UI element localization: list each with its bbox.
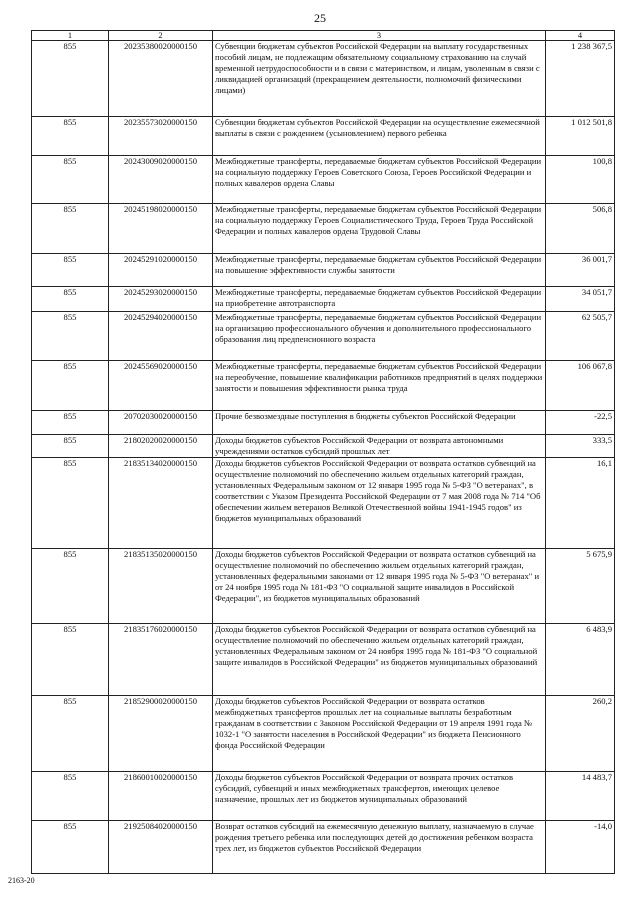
admin-code-cell: 855: [32, 411, 109, 435]
revenue-code-cell: 20235380020000150: [109, 41, 213, 117]
column-number-row: [32, 31, 615, 41]
revenue-name-cell: Возврат остатков субсидий на ежемесячную денежную выплату, назначаемую в случае рождения третьего ребенка или последующих детей до достижения ребенком возраста трех лет, из бюджетов субъектов Российской Федерации: [213, 821, 546, 874]
revenue-code-cell: 21860010020000150: [109, 772, 213, 821]
revenue-code-cell: 21852900020000150: [109, 696, 213, 772]
amount-cell: 1 012 501,8: [546, 117, 615, 156]
revenue-name-cell: Доходы бюджетов субъектов Российской Федерации от возврата остатков субвенций на осуществление полномочий по обеспечению жильем отдельных категорий граждан, установленных федеральными законами от 12 января 1995 года № 5-ФЗ "О ветеранах" и от 24 ноября 1995 года № 181-ФЗ "О социальной защите инвалидов в Российской Федерации", из бюджетов муниципальных образований: [213, 549, 546, 624]
amount-cell: 506,8: [546, 204, 615, 254]
revenue-name-cell: Межбюджетные трансферты, передаваемые бюджетам субъектов Российской Федерации на социальную поддержку Героев Советского Союза, Героев Российской Федерации и полных кавалеров ордена Славы: [213, 156, 546, 204]
revenue-name-cell: Межбюджетные трансферты, передаваемые бюджетам субъектов Российской Федерации на переобучение, повышение квалификации работников предприятий в целях поддержки занятости и повышения эффективности рынка труда: [213, 361, 546, 411]
page-number: 25: [314, 11, 326, 25]
table-row: [32, 254, 615, 287]
table-row: [32, 204, 615, 254]
revenue-code-cell: 20245294020000150: [109, 312, 213, 361]
table-row: [32, 156, 615, 204]
admin-code-cell: 855: [32, 117, 109, 156]
column-1-header: 1: [32, 31, 109, 41]
table-row: [32, 117, 615, 156]
admin-code-cell: 855: [32, 458, 109, 549]
table-row: [32, 549, 615, 624]
table-row: [32, 41, 615, 117]
revenue-code-cell: 21835135020000150: [109, 549, 213, 624]
revenue-name-cell: Прочие безвозмездные поступления в бюджеты субъектов Российской Федерации: [213, 411, 546, 435]
revenue-name-cell: Субвенции бюджетам субъектов Российской Федерации на осуществление ежемесячной выплаты в связи с рождением (усыновлением) первого ребенка: [213, 117, 546, 156]
revenue-code-cell: 20245569020000150: [109, 361, 213, 411]
amount-cell: -14,0: [546, 821, 615, 874]
amount-cell: 106 067,8: [546, 361, 615, 411]
table-body: [32, 41, 615, 874]
amount-cell: 260,2: [546, 696, 615, 772]
revenue-name-cell: Межбюджетные трансферты, передаваемые бюджетам субъектов Российской Федерации на повышение эффективности службы занятости: [213, 254, 546, 287]
amount-cell: 5 675,9: [546, 549, 615, 624]
amount-cell: 333,5: [546, 435, 615, 458]
column-2-header: 2: [109, 31, 213, 41]
admin-code-cell: 855: [32, 204, 109, 254]
amount-cell: 6 483,9: [546, 624, 615, 696]
table-row: [32, 821, 615, 874]
table-row: [32, 287, 615, 312]
admin-code-cell: 855: [32, 435, 109, 458]
amount-cell: 62 505,7: [546, 312, 615, 361]
revenue-code-cell: 20243009020000150: [109, 156, 213, 204]
table-row: [32, 624, 615, 696]
admin-code-cell: 855: [32, 624, 109, 696]
amount-cell: 36 001,7: [546, 254, 615, 287]
revenue-name-cell: Доходы бюджетов субъектов Российской Федерации от возврата прочих остатков субсидий, субвенций и иных межбюджетных трансфертов, имеющих целевое назначение, прошлых лет из бюджетов муниципальных образований: [213, 772, 546, 821]
revenue-code-cell: 21835176020000150: [109, 624, 213, 696]
table-header: [32, 31, 615, 41]
admin-code-cell: 855: [32, 287, 109, 312]
amount-cell: -22,5: [546, 411, 615, 435]
column-4-header: 4: [546, 31, 615, 41]
table-row: [32, 772, 615, 821]
admin-code-cell: 855: [32, 696, 109, 772]
revenue-code-cell: 21925084020000150: [109, 821, 213, 874]
revenue-name-cell: Доходы бюджетов субъектов Российской Федерации от возврата остатков субвенций на осуществление полномочий по обеспечению жильем отдельных категорий граждан, установленных Федеральным законом от 12 января 1995 года № 5-ФЗ "О ветеранах", в соответствии с Указом Президента Российской Федерации от 7 мая 2008 года № 714 "Об обеспечении жильем ветеранов Великой Отечественной войны 1941-1945 годов" из бюджетов муниципальных образований: [213, 458, 546, 549]
revenue-code-cell: 20245291020000150: [109, 254, 213, 287]
table-row: [32, 361, 615, 411]
table-row: [32, 435, 615, 458]
admin-code-cell: 855: [32, 549, 109, 624]
admin-code-cell: 855: [32, 312, 109, 361]
amount-cell: 34 051,7: [546, 287, 615, 312]
revenue-name-cell: Субвенции бюджетам субъектов Российской Федерации на выплату государственных пособий лицам, не подлежащим обязательному социальному страхованию на случай временной нетрудоспособности и в связи с материнством, и лицам, уволенным в связи с ликвидацией организаций (прекращением деятельности, полномочий физическими лицами): [213, 41, 546, 117]
revenue-code-cell: 20235573020000150: [109, 117, 213, 156]
revenue-name-cell: Межбюджетные трансферты, передаваемые бюджетам субъектов Российской Федерации на организацию профессионального обучения и дополнительного профессионального образования лиц предпенсионного возраста: [213, 312, 546, 361]
table-row: [32, 458, 615, 549]
revenue-code-cell: 20245198020000150: [109, 204, 213, 254]
revenue-name-cell: Доходы бюджетов субъектов Российской Федерации от возврата остатков субвенций на осуществление полномочий по обеспечению жильем отдельных категорий граждан, установленных Федеральным законом от 24 ноября 1995 года № 181-ФЗ "О социальной защите инвалидов в Российской Федерации" из бюджетов муниципальных образований: [213, 624, 546, 696]
table-row: [32, 411, 615, 435]
amount-cell: 100,8: [546, 156, 615, 204]
table-row: [32, 312, 615, 361]
revenue-code-cell: 20702030020000150: [109, 411, 213, 435]
admin-code-cell: 855: [32, 156, 109, 204]
amount-cell: 16,1: [546, 458, 615, 549]
admin-code-cell: 855: [32, 41, 109, 117]
table-row: [32, 696, 615, 772]
budget-revenue-table: [31, 30, 615, 874]
admin-code-cell: 855: [32, 821, 109, 874]
revenue-code-cell: 21835134020000150: [109, 458, 213, 549]
revenue-code-cell: 20245293020000150: [109, 287, 213, 312]
admin-code-cell: 855: [32, 254, 109, 287]
revenue-name-cell: Доходы бюджетов субъектов Российской Федерации от возврата автономными учреждениями остатков субсидий прошлых лет: [213, 435, 546, 458]
document-id: 2163-20: [8, 876, 35, 885]
column-3-header: 3: [213, 31, 546, 41]
amount-cell: 14 483,7: [546, 772, 615, 821]
revenue-name-cell: Межбюджетные трансферты, передаваемые бюджетам субъектов Российской Федерации на приобретение автотранспорта: [213, 287, 546, 312]
revenue-name-cell: Доходы бюджетов субъектов Российской Федерации от возврата остатков межбюджетных трансфертов прошлых лет на социальные выплаты безработным гражданам в соответствии с Законом Российской Федерации от 19 апреля 1991 года № 1032-1 "О занятости населения в Российской Федерации" из бюджета Пенсионного фонда Российской Федерации: [213, 696, 546, 772]
admin-code-cell: 855: [32, 772, 109, 821]
revenue-code-cell: 21802020020000150: [109, 435, 213, 458]
admin-code-cell: 855: [32, 361, 109, 411]
revenue-name-cell: Межбюджетные трансферты, передаваемые бюджетам субъектов Российской Федерации на социальную поддержку Героев Социалистического Труда, Героев Труда Российской Федерации и полных кавалеров ордена Трудовой Славы: [213, 204, 546, 254]
amount-cell: 1 238 367,5: [546, 41, 615, 117]
